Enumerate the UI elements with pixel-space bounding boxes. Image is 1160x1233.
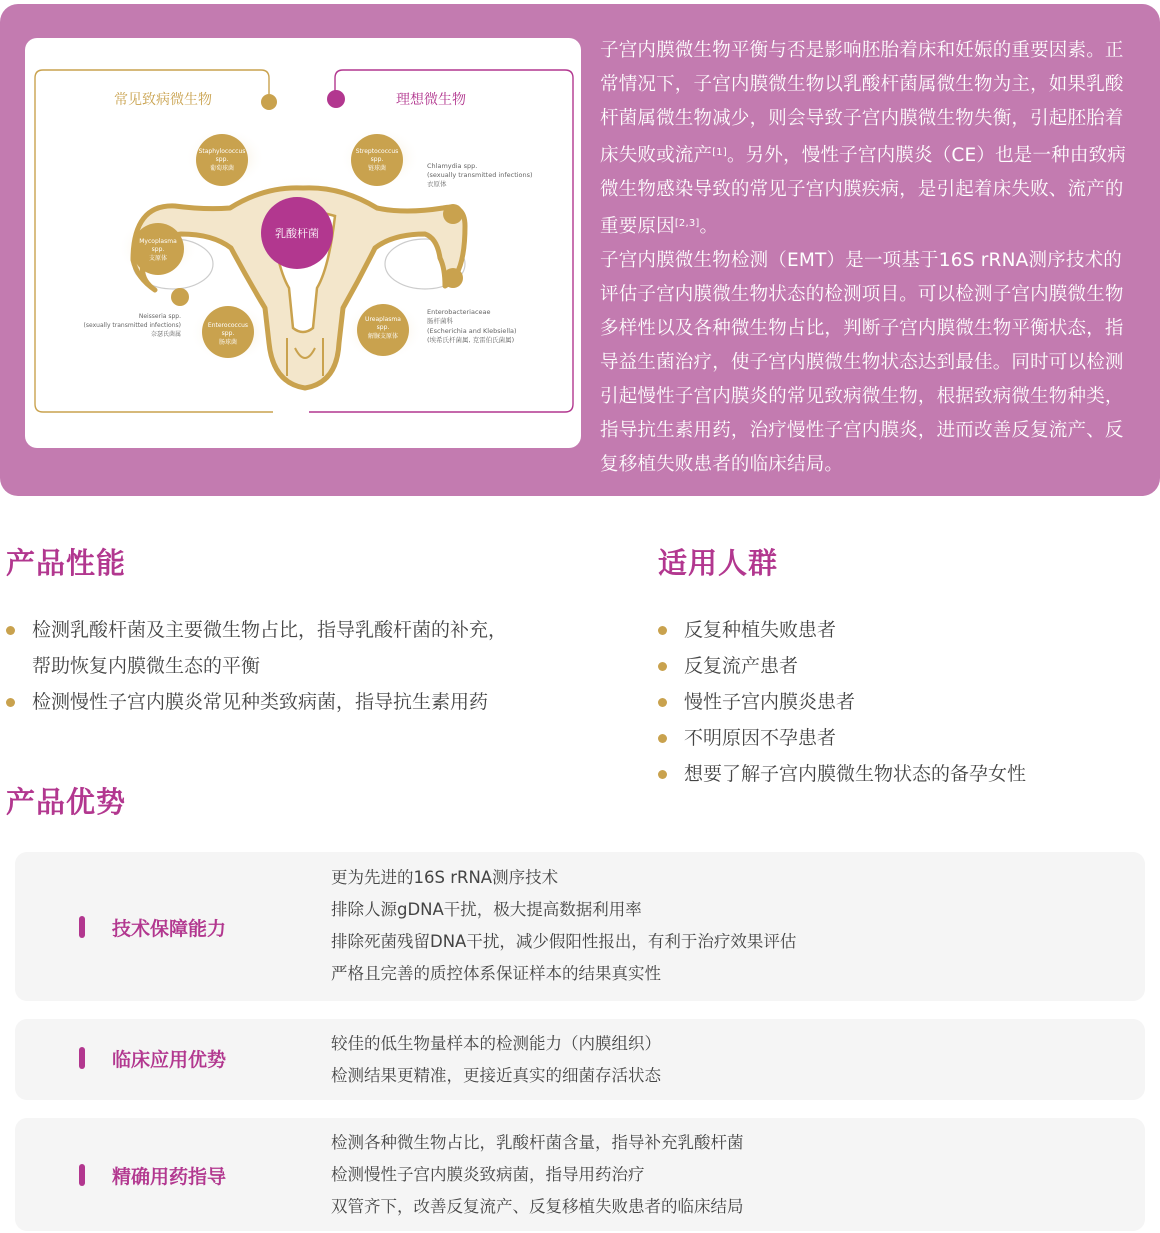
svg-text:肠球菌: 肠球菌 — [218, 339, 238, 346]
svg-text:Mycoplasma: Mycoplasma — [139, 238, 177, 245]
advantage-line: 排除人源gDNA干扰，极大提高数据利用率 — [331, 900, 642, 919]
population-title: 适用人群 — [658, 546, 779, 580]
right-title: 理想微生物 — [396, 92, 466, 108]
advantage-lines — [331, 862, 796, 990]
staphylococcus-bubble — [196, 134, 248, 186]
svg-text:(埃希氏杆菌属, 克雷伯氏菌属): (埃希氏杆菌属, 克雷伯氏菌属) — [427, 336, 515, 344]
svg-text:肠杆菌科: 肠杆菌科 — [427, 317, 453, 325]
svg-text:Streptococcus: Streptococcus — [355, 148, 399, 155]
advantage-label: 精确用药指导 — [112, 1166, 227, 1188]
svg-text:Ureaplasma: Ureaplasma — [365, 316, 401, 323]
svg-text:spp.: spp. — [151, 246, 165, 253]
intro-paragraph-2: 子宫内膜微生物检测（EMT）是一项基于16S rRNA测序技术的评估子宫内膜微生物状态的检测项目。可以检测子宫内膜微生物多样性以及各种微生物占比，判断子宫内膜微生物平衡状态，指导益生菌治疗，使子宫内膜微生物状态达到最佳。同时可以检测引起慢性子宫内膜炎的常见致病微生物，根据致病微生物种类，指导抗生素用药，治疗慢性子宫内膜炎，进而改善反复流产、反复移植失败患者的临床结局。 — [600, 250, 1124, 475]
svg-text:支原体: 支原体 — [148, 255, 168, 262]
advantages-title: 产品优势 — [6, 785, 127, 819]
chlamydia-note — [427, 162, 533, 188]
performance-list — [6, 612, 606, 720]
accent-bar — [79, 916, 85, 938]
svg-text:spp.: spp. — [221, 330, 235, 337]
svg-text:spp.: spp. — [376, 324, 390, 331]
svg-text:Enterococcus: Enterococcus — [207, 322, 249, 329]
svg-text:(sexually transmitted infectio: (sexually transmitted infections) — [83, 322, 181, 329]
citation-1: [1] — [712, 147, 727, 158]
enterobacteriaceae-note — [427, 308, 517, 344]
neisseria-note — [84, 313, 182, 338]
advantage-line: 排除死菌残留DNA干扰，减少假阳性报出，有利于治疗效果评估 — [331, 932, 797, 951]
list-item: 想要了解子宫内膜微生物状态的备孕女性 — [658, 756, 1138, 792]
streptococcus-bubble — [351, 134, 403, 186]
advantage-line: 检测慢性子宫内膜炎致病菌，指导用药治疗 — [331, 1165, 645, 1184]
left-title: 常见致病微生物 — [114, 92, 212, 108]
population-list — [658, 612, 1138, 792]
svg-text:葡萄球菌: 葡萄球菌 — [209, 165, 235, 172]
svg-text:spp.: spp. — [215, 156, 229, 163]
svg-text:Staphylococcus: Staphylococcus — [198, 148, 246, 155]
svg-text:(Escherichia and Klebsiella): (Escherichia and Klebsiella) — [427, 327, 517, 335]
list-item: 检测慢性子宫内膜炎常见种类致病菌，指导抗生素用药 — [6, 684, 606, 720]
svg-text:spp.: spp. — [370, 156, 384, 163]
advantage-line: 双管齐下，改善反复流产、反复移植失败患者的临床结局 — [331, 1197, 744, 1216]
advantage-line: 较佳的低生物量样本的检测能力（内膜组织） — [331, 1034, 661, 1053]
ureaplasma-bubble — [357, 304, 409, 356]
advantage-card-clinical — [15, 1019, 1145, 1100]
advantage-lines — [331, 1127, 744, 1223]
list-item: 慢性子宫内膜炎患者 — [658, 684, 1138, 720]
advantage-card-technology — [15, 852, 1145, 1001]
performance-title: 产品性能 — [6, 546, 127, 580]
list-item: 检测乳酸杆菌及主要微生物占比，指导乳酸杆菌的补充， — [6, 612, 606, 648]
uterus-microbiome-diagram — [25, 38, 581, 448]
svg-text:Chlamydia spp.: Chlamydia spp. — [427, 162, 478, 170]
advantage-label: 临床应用优势 — [112, 1049, 227, 1071]
svg-text:解脲支原体: 解脲支原体 — [367, 333, 399, 340]
enterococcus-bubble — [202, 306, 254, 358]
svg-text:Neisseria spp.: Neisseria spp. — [138, 313, 181, 320]
accent-bar — [79, 1164, 85, 1186]
advantage-label: 技术保障能力 — [112, 918, 227, 940]
svg-text:奈瑟氏菌属: 奈瑟氏菌属 — [150, 331, 181, 338]
svg-text:链球菌: 链球菌 — [367, 165, 387, 172]
list-item: 反复种植失败患者 — [658, 612, 1138, 648]
citation-2-3: [2,3] — [674, 218, 700, 229]
intro-paragraph-1: 子宫内膜微生物平衡与否是影响胚胎着床和妊娠的重要因素。正常情况下，子宫内膜微生物以乳酸杆菌属微生物为主，如果乳酸杆菌属微生物减少，则会导致子宫内膜微生物失衡，引起胚胎着床失败或流产[1]。另外，慢性子宫内膜炎（CE）也是一种由致病微生物感染导致的常见子宫内膜疾病，是引起着床失败、流产的重要原因[2,3]。 — [600, 40, 1126, 237]
advantage-line: 检测结果更精准，更接近真实的细菌存活状态 — [331, 1066, 661, 1085]
lactobacillus-icon — [327, 90, 345, 108]
advantage-line: 严格且完善的质控体系保证样本的结果真实性 — [331, 964, 661, 983]
intro-text — [600, 34, 1140, 482]
pathogen-icon — [261, 94, 277, 110]
svg-text:(sexually transmitted infectio: (sexually transmitted infections) — [427, 171, 533, 179]
list-item-continuation: 帮助恢复内膜微生态的平衡 — [32, 655, 261, 677]
advantage-line: 更为先进的16S rRNA测序技术 — [331, 868, 559, 887]
list-item: 不明原因不孕患者 — [658, 720, 1138, 756]
list-item: 反复流产患者 — [658, 648, 1138, 684]
mycoplasma-bubble — [132, 223, 184, 275]
uterus-diagram-card — [25, 38, 581, 448]
accent-bar — [79, 1047, 85, 1069]
hero-banner — [0, 4, 1160, 496]
svg-text:衣原体: 衣原体 — [427, 180, 447, 188]
advantage-card-medication — [15, 1118, 1145, 1231]
advantage-line: 检测各种微生物占比，乳酸杆菌含量，指导补充乳酸杆菌 — [331, 1133, 744, 1152]
center-label: 乳酸杆菌 — [275, 227, 319, 240]
advantage-lines — [331, 1028, 661, 1092]
svg-text:Enterobacteriaceae: Enterobacteriaceae — [427, 308, 491, 316]
